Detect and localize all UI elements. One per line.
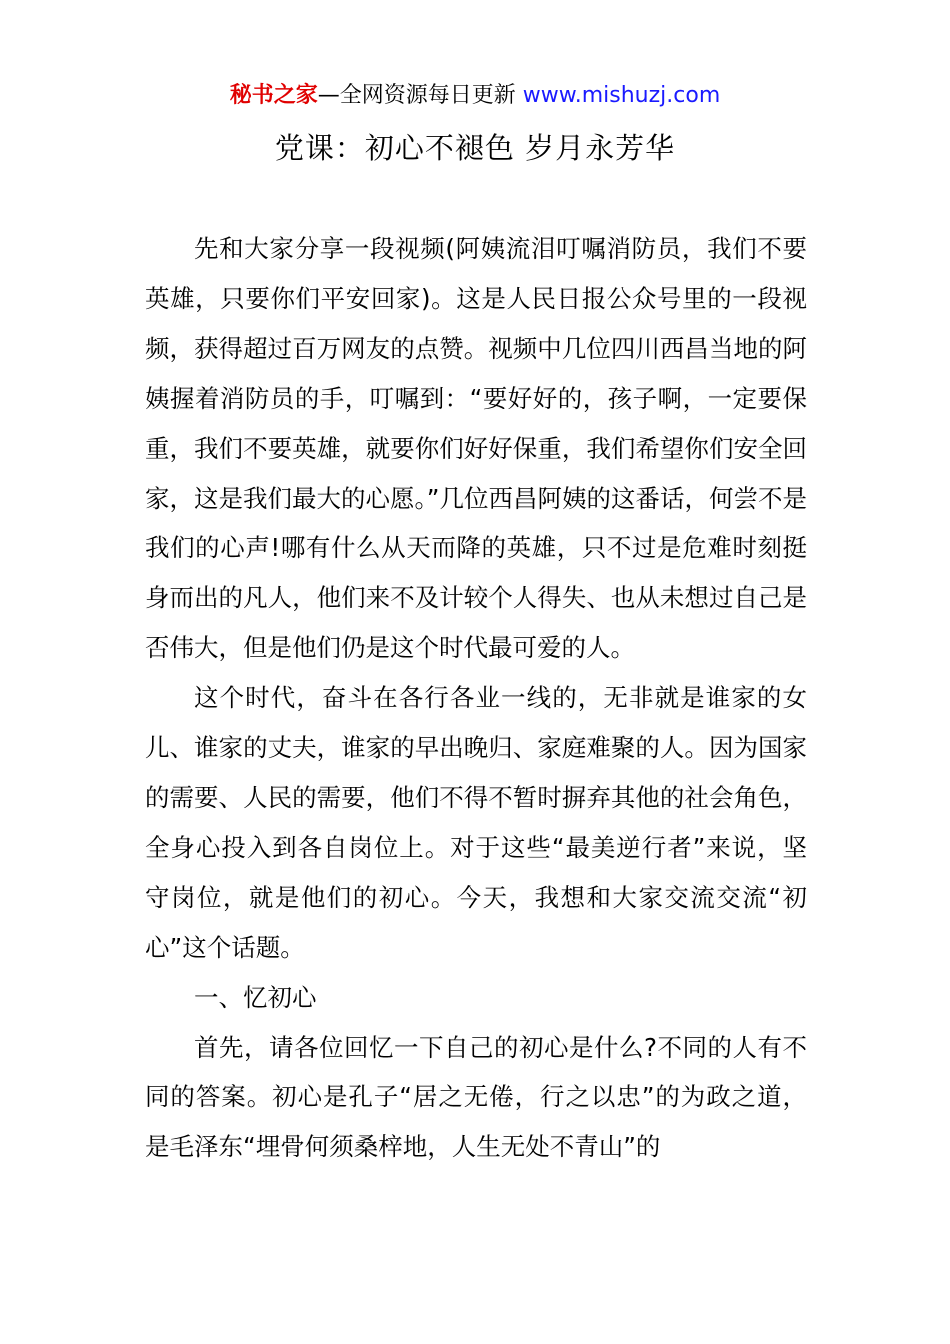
site-url-link[interactable]: www.mishuzj.com <box>522 83 721 108</box>
brand-name: 秘书之家 <box>229 83 318 108</box>
document-body <box>145 224 807 1172</box>
paragraph-intro: 先和大家分享一段视频(阿姨流泪叮嘱消防员，我们不要英雄，只要你们平安回家)。这是人民日报公众号里的一段视频，获得超过百万网友的点赞。视频中几位四川西昌当地的阿姨握着消防员的手，叮嘱到：“要好好的，孩子啊，一定要保重，我们不要英雄，就要你们好好保重，我们希望你们安全回家，这是我们最大的心愿。”几位西昌阿姨的这番话，何尝不是我们的心声!哪有什么从天而降的英雄，只不过是危难时刻挺身而出的凡人，他们来不及计较个人得失、也从未想过自己是否伟大，但是他们仍是这个时代最可爱的人。 <box>145 234 807 663</box>
paragraph-recall: 首先，请各位回忆一下自己的初心是什么?不同的人有不同的答案。初心是孔子“居之无倦，行之以忠”的为政之道，是毛泽东“埋骨何须桑梓地，人生无处不青山”的 <box>145 1032 807 1162</box>
document-title: 党课：初心不褪色 岁月永芳华 <box>274 131 676 165</box>
section-heading: 一、忆初心 <box>194 982 317 1012</box>
site-header <box>0 80 950 112</box>
header-tagline: —全网资源每日更新 <box>317 83 523 108</box>
paragraph-era: 这个时代，奋斗在各行各业一线的，无非就是谁家的女儿、谁家的丈夫，谁家的早出晚归、家庭难聚的人。因为国家的需要、人民的需要，他们不得不暂时摒弃其他的社会角色，全身心投入到各自岗位上。对于这些“最美逆行者”来说，坚守岗位，就是他们的初心。今天，我想和大家交流交流“初心”这个话题。 <box>145 683 807 962</box>
